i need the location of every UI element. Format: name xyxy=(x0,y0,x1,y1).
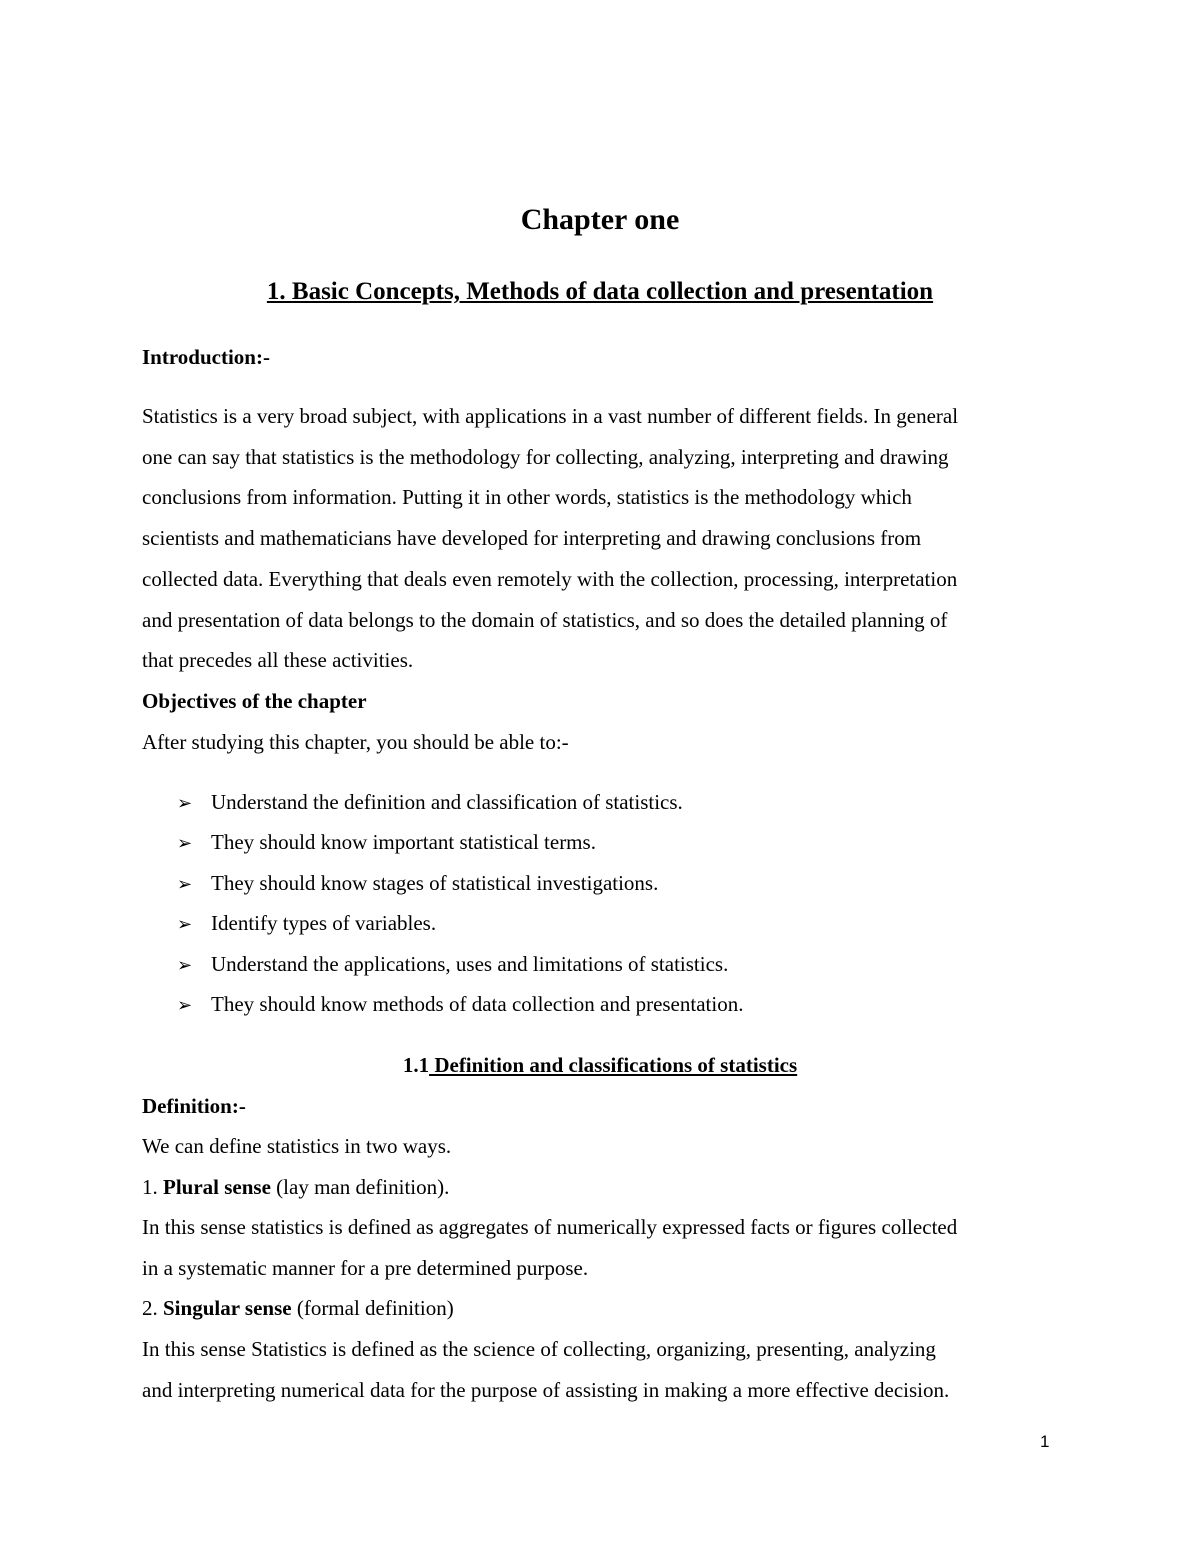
arrowhead-bullet-icon: ➢ xyxy=(177,955,193,976)
objective-text: They should know stages of statistical investigations. xyxy=(211,871,659,895)
objectives-heading: Objectives of the chapter xyxy=(142,689,367,713)
singular-note: (formal definition) xyxy=(291,1296,454,1320)
introduction-heading: Introduction:- xyxy=(142,345,270,369)
objective-text: Understand the definition and classification of statistics. xyxy=(211,790,683,814)
objective-text: Understand the applications, uses and limitations of statistics. xyxy=(211,952,729,976)
objective-text: They should know methods of data collection and presentation. xyxy=(211,992,744,1016)
singular-sense-heading xyxy=(142,1293,454,1323)
objective-item xyxy=(177,989,743,1021)
arrowhead-bullet-icon: ➢ xyxy=(177,995,193,1016)
section-heading xyxy=(0,1050,1200,1080)
section-number: 1.1 xyxy=(402,1053,430,1077)
arrowhead-bullet-icon: ➢ xyxy=(177,914,193,935)
introduction-line: collected data. Everything that deals even remotely with the collection, processing, interpretation xyxy=(142,567,958,591)
objective-item xyxy=(177,868,658,900)
objectives-intro: After studying this chapter, you should be able to:- xyxy=(142,730,569,754)
objective-text: They should know important statistical terms. xyxy=(211,830,596,854)
introduction-line: conclusions from information. Putting it in other words, statistics is the methodology which xyxy=(142,485,912,509)
chapter-title: Chapter one xyxy=(520,203,680,236)
page-number: 1 xyxy=(1040,1432,1050,1451)
plural-note: (lay man definition). xyxy=(270,1175,450,1199)
objective-item xyxy=(177,908,436,940)
introduction-line: one can say that statistics is the methodology for collecting, analyzing, interpreting and drawing xyxy=(142,445,949,469)
objective-item xyxy=(177,827,596,859)
plural-definition-line: in a systematic manner for a pre determined purpose. xyxy=(142,1256,589,1280)
objective-item xyxy=(177,949,728,981)
plural-term: Plural sense xyxy=(163,1175,271,1199)
plural-number: 1. xyxy=(142,1175,163,1199)
objective-text: Identify types of variables. xyxy=(211,911,437,935)
main-heading: 1. Basic Concepts, Methods of data collection and presentation xyxy=(266,278,934,305)
arrowhead-bullet-icon: ➢ xyxy=(177,793,193,814)
definition-heading: Definition:- xyxy=(142,1094,246,1118)
introduction-line: scientists and mathematicians have developed for interpreting and drawing conclusions from xyxy=(142,526,922,550)
introduction-line: and presentation of data belongs to the domain of statistics, and so does the detailed planning of xyxy=(142,608,948,632)
plural-definition-line: In this sense statistics is defined as aggregates of numerically expressed facts or figures collected xyxy=(142,1215,958,1239)
plural-sense-heading xyxy=(142,1172,449,1202)
section-title: Definition and classifications of statistics xyxy=(429,1053,798,1077)
singular-term: Singular sense xyxy=(163,1296,292,1320)
arrowhead-bullet-icon: ➢ xyxy=(177,874,193,895)
singular-definition-line: and interpreting numerical data for the purpose of assisting in making a more effective decision. xyxy=(142,1378,950,1402)
introduction-line: that precedes all these activities. xyxy=(142,648,414,672)
objective-item xyxy=(177,787,683,819)
introduction-line: Statistics is a very broad subject, with applications in a vast number of different fields. In general xyxy=(142,404,959,428)
definition-intro: We can define statistics in two ways. xyxy=(142,1134,452,1158)
singular-definition-line: In this sense Statistics is defined as the science of collecting, organizing, presenting, analyzing xyxy=(142,1337,936,1361)
singular-number: 2. xyxy=(142,1296,163,1320)
arrowhead-bullet-icon: ➢ xyxy=(177,833,193,854)
